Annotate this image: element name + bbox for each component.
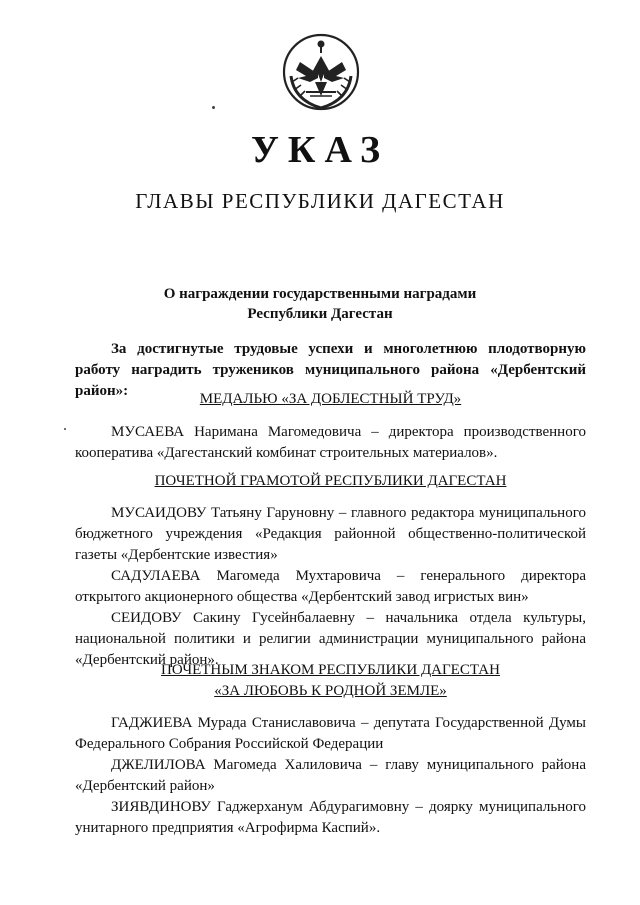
award-heading-gramota: ПОЧЕТНОЙ ГРАМОТОЙ РЕСПУБЛИКИ ДАГЕСТАН bbox=[154, 473, 507, 489]
heading-line-2: Республики Дагестан bbox=[247, 306, 393, 322]
award-entry: МУСАЕВА Наримана Магомедовича – директора производственного кооператива «Дагестанский комбинат строительных материалов». bbox=[75, 424, 586, 461]
scan-speck bbox=[212, 106, 215, 109]
award-heading-badge-line-1: ПОЧЕТНЫМ ЗНАКОМ РЕСПУБЛИКИ ДАГЕСТАН bbox=[161, 662, 500, 678]
decree-subtitle: ГЛАВЫ РЕСПУБЛИКИ ДАГЕСТАН bbox=[135, 189, 505, 213]
coat-of-arms-icon bbox=[278, 26, 364, 116]
award-entry: ГАДЖИЕВА Мурада Станиславовича – депутата Государственной Думы Федерального Собрания Российской Федерации bbox=[75, 715, 586, 752]
award-entry: МУСАИДОВУ Татьяну Гаруновну – главного редактора муниципального бюджетного учреждения «Редакция районной общественно-политической газеты «Дербентские известия» bbox=[75, 505, 586, 563]
award-heading-badge bbox=[75, 660, 586, 702]
decree-heading bbox=[0, 284, 640, 324]
award-entry: СЕИДОВУ Сакину Гусейнбалаевну – начальника отдела культуры, национальной политики и религии администрации муниципального района «Дербентский район». bbox=[75, 610, 586, 668]
scan-speck bbox=[64, 428, 66, 430]
award-entry: САДУЛАЕВА Магомеда Мухтаровича – генерального директора открытого акционерного общества «Дербентский завод игристых вин» bbox=[75, 568, 586, 605]
heading-line-1: О награждении государственными наградами bbox=[163, 286, 477, 302]
decree-title: УКАЗ bbox=[251, 129, 389, 171]
award-entry: ЗИЯВДИНОВУ Гаджерханум Абдурагимовну – доярку муниципального унитарного предприятия «Агрофирма Каспий». bbox=[75, 799, 586, 836]
award-entry: ДЖЕЛИЛОВА Магомеда Халиловича – главу муниципального района «Дербентский район» bbox=[75, 757, 586, 794]
award-heading-medal: МЕДАЛЬЮ «ЗА ДОБЛЕСТНЫЙ ТРУД» bbox=[199, 391, 462, 407]
preamble: За достигнутые трудовые успехи и многолетнюю плодотворную работу наградить тружеников муниципального района «Дербентский район»: bbox=[75, 341, 586, 399]
award-heading-badge-line-2: «ЗА ЛЮБОВЬ К РОДНОЙ ЗЕМЛЕ» bbox=[214, 683, 447, 699]
